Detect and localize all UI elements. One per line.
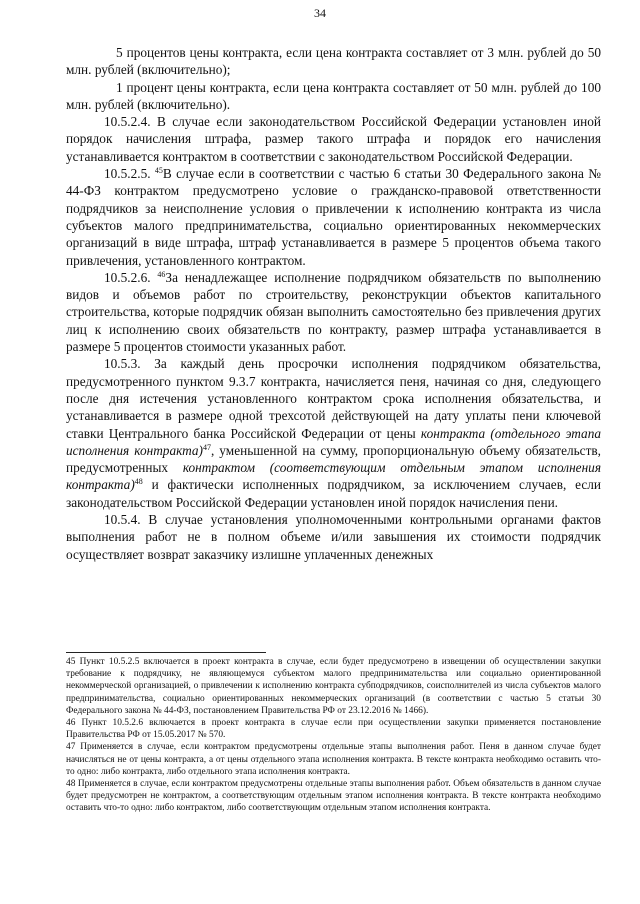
footnote-separator xyxy=(66,652,266,653)
paragraph-10-5-3 xyxy=(66,355,601,511)
paragraph-number: 10.5.2.6. xyxy=(104,269,158,285)
footnote-46: 46 Пункт 10.5.2.6 включается в проект контракта в случае если при осуществлении закупки применяется постановление Правительства РФ от 15.05.2017 № 570. xyxy=(66,718,601,741)
footnote-ref-45[interactable]: 45 xyxy=(154,166,163,176)
paragraph-text-part2: , уменьшенной на сумму, пропорциональную объему обязательств, предусмотренных xyxy=(66,442,601,476)
footnote-ref-48[interactable]: 48 xyxy=(134,477,143,487)
paragraph-text-part3: и фактически исполненных подрядчиком, за исключением случаев, если законодательством Российской Федерации установлен иной порядок начисления пени. xyxy=(66,477,601,510)
footnote-45: 45 Пункт 10.5.2.5 включается в проект контракта в случае, если будет предусмотрено в извещении об осуществлении закупки требование к подрядчику, не являющемуся субъектом малого предпринимательства или социально ориентированной некоммерческой организацией, о привлечении к исполнению контракта субподрядчиков, соисполнителей из числа субъектов малого предпринимательства, социально ориентированных некоммерческих организаций (в соответствии с частью 5 статьи 30 Федерального закона № 44-ФЗ, постановлением Правительства РФ от 23.12.2016 № 1466). xyxy=(66,657,601,716)
footnotes xyxy=(66,656,601,815)
body-text xyxy=(66,44,601,563)
paragraph-5-percent: 5 процентов цены контракта, если цена контракта составляет от 3 млн. рублей до 50 млн. рублей (включительно); xyxy=(66,45,601,78)
paragraph-10-5-2-6 xyxy=(66,269,601,355)
paragraph-text: В случае если в соответствии с частью 6 статьи 30 Федерального закона № 44-ФЗ контрактом предусмотрено условие о гражданско-правовой ответственности подрядчиков за неисполнение условия о привлечении к исполнению контракта из числа субъектов малого предпринимательства, социально ориентированных некоммерческих организаций в виде штрафа, штраф устанавливается в размере 5 процентов объема такого привлечения, установленного контрактом. xyxy=(66,166,601,268)
page-number: 34 xyxy=(314,6,326,20)
footnote-48: 48 Применяется в случае, если контрактом предусмотрены отдельные этапы выполнения работ. Объем обязательств в данном случае будет предусмотрен не контрактом, а соответствующим отдельным этапом исполнения контракта. В тексте контракта необходимо оставить что-то одно: либо контрактом, либо соответствующим отдельным этапом исполнения контракта. xyxy=(66,779,601,814)
paragraph-10-5-2-4: 10.5.2.4. В случае если законодательством Российской Федерации установлен иной порядок начисления штрафа, размер такого штрафа и порядок его начисления устанавливается контрактом в соответствии с законодательством Российской Федерации. xyxy=(66,114,601,164)
italic-contract-stage: контракта (отдельного этапа исполнения контракта) xyxy=(66,425,601,458)
footnote-ref-47[interactable]: 47 xyxy=(202,442,211,452)
paragraph-10-5-4: 10.5.4. В случае установления уполномоченными контрольными органами фактов выполнения работ не в полном объеме и/или завышения их стоимости подрядчик осуществляет возврат заказчику излишне уплаченных денежных xyxy=(66,512,601,562)
footnote-ref-46[interactable]: 46 xyxy=(157,269,166,279)
paragraph-number: 10.5.2.5. xyxy=(104,166,155,182)
paragraph-text-part1: 10.5.3. За каждый день просрочки исполнения подрядчиком обязательства, предусмотренного пунктом 9.3.7 контракта, начисляется пеня, начиная со дня, следующего после дня истечения установленного контрактом срока исполнения обязательства, и устанавливается в размере одной трехсотой действующей на дату уплаты пени ключевой ставки Центрального банка Российской Федерации от цены xyxy=(66,356,601,441)
paragraph-1-percent: 1 процент цены контракта, если цена контракта составляет от 50 млн. рублей до 100 млн. рублей (включительно). xyxy=(66,79,601,112)
paragraph-text: За ненадлежащее исполнение подрядчиком обязательств по выполнению видов и объемов работ по строительству, реконструкции объектов капитального строительства, которые подрядчик обязан выполнить самостоятельно без привлечения других лиц к исполнению своих обязательств по контракту, размер штрафа устанавливается в размере 5 процентов стоимости указанных работ. xyxy=(66,269,601,355)
paragraph-10-5-2-5 xyxy=(66,165,601,269)
footnote-47: 47 Применяется в случае, если контрактом предусмотрены отдельные этапы выполнения работ. Пеня в данном случае будет начисляться не от цены контракта, а от цены отдельного этапа исполнения контракта. В тексте контракта необходимо оставить что-то одно: либо контракта, либо отдельного этапа исполнения контракта. xyxy=(66,742,601,777)
italic-contract-obligation: контрактом (соответствующим отдельным этапом исполнения контракта) xyxy=(66,460,602,493)
